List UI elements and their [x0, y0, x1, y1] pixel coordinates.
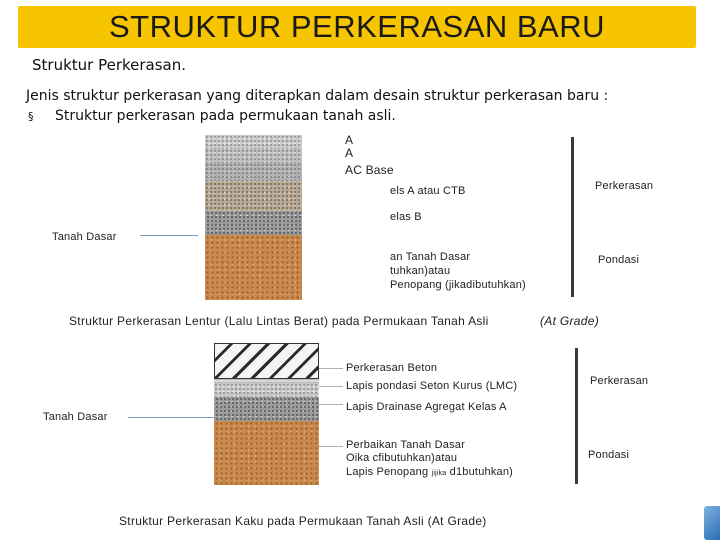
arrow-subgrade-2 [128, 417, 214, 418]
subgrade-soil-layer [205, 235, 302, 300]
bullet-item [28, 108, 396, 124]
layer-label-a2: A [345, 146, 354, 160]
label-concrete: Perkerasan Beton [346, 362, 438, 374]
bracket-line-1 [571, 137, 574, 297]
connector-drainage [319, 404, 343, 405]
caption-rigid: Struktur Perkerasan Kaku pada Permukaan Tanah Asli (At Grade) [119, 514, 487, 528]
concrete-slab-layer [214, 343, 319, 379]
connector-lmc [319, 386, 343, 387]
right-label-foundation: Pondasi [598, 254, 640, 266]
right-label-pavement: Perkerasan [595, 180, 654, 192]
title-bar [18, 6, 696, 48]
arrow-subgrade [140, 235, 198, 236]
ac-base-layer [205, 163, 302, 181]
flexible-pavement-diagram [205, 135, 302, 300]
subtitle: Struktur Perkerasan. [32, 56, 187, 74]
label-capping-end: d1butuhkan) [446, 466, 514, 478]
subgrade-soil-layer-2 [214, 421, 319, 485]
description: Jenis struktur perkerasan yang diterapkan dalam desain struktur perkerasan baru : [26, 88, 609, 104]
bracket-line-2 [575, 348, 578, 484]
rigid-pavement-diagram [214, 343, 319, 485]
label-subgrade-fix-2: Oika cfibutuhkan)atau [346, 452, 458, 464]
left-label-subgrade-2: Tanah Dasar [43, 411, 108, 423]
connector-subgrade [319, 446, 343, 447]
label-capping: Penopang (jikadibutuhkan) [390, 279, 526, 291]
bullet-text: Struktur perkerasan pada permukaan tanah asli. [55, 108, 396, 124]
label-capping-rigid [346, 466, 513, 478]
caption-flexible-suffix: (At Grade) [540, 314, 600, 328]
layer-label-ac-base: AC Base [345, 163, 394, 177]
base-class-a-layer [205, 181, 302, 211]
label-capping-main: Lapis Penopang [346, 466, 432, 478]
asphalt-layer-a2 [205, 149, 302, 163]
label-capping-small: jijika [431, 470, 447, 477]
label-subgrade: an Tanah Dasar [390, 251, 471, 263]
lmc-layer [214, 383, 319, 397]
label-drainage: Lapis Drainase Agregat Kelas A [346, 401, 507, 413]
drainage-layer [214, 397, 319, 421]
left-label-subgrade: Tanah Dasar [52, 231, 117, 243]
label-base-b: elas B [390, 211, 422, 223]
label-lmc: Lapis pondasi Seton Kurus (LMC) [346, 380, 518, 392]
right-label-foundation-2: Pondasi [588, 449, 630, 461]
label-subgrade-2: tuhkan)atau [390, 265, 451, 277]
layer-label-a1: A [345, 133, 354, 147]
label-subgrade-fix: Perbaikan Tanah Dasar [346, 439, 465, 451]
label-base-a: els A atau CTB [390, 185, 466, 197]
logo [704, 506, 720, 540]
asphalt-layer-a1 [205, 135, 302, 149]
right-label-pavement-2: Perkerasan [590, 375, 649, 387]
caption-flexible: Struktur Perkerasan Lentur (Lalu Lintas Berat) pada Permukaan Tanah Asli [69, 314, 489, 328]
bullet-marker: § [28, 110, 34, 123]
base-class-b-layer [205, 211, 302, 235]
connector-concrete [319, 368, 343, 369]
page-title: STRUKTUR PERKERASAN BARU [108, 9, 606, 44]
